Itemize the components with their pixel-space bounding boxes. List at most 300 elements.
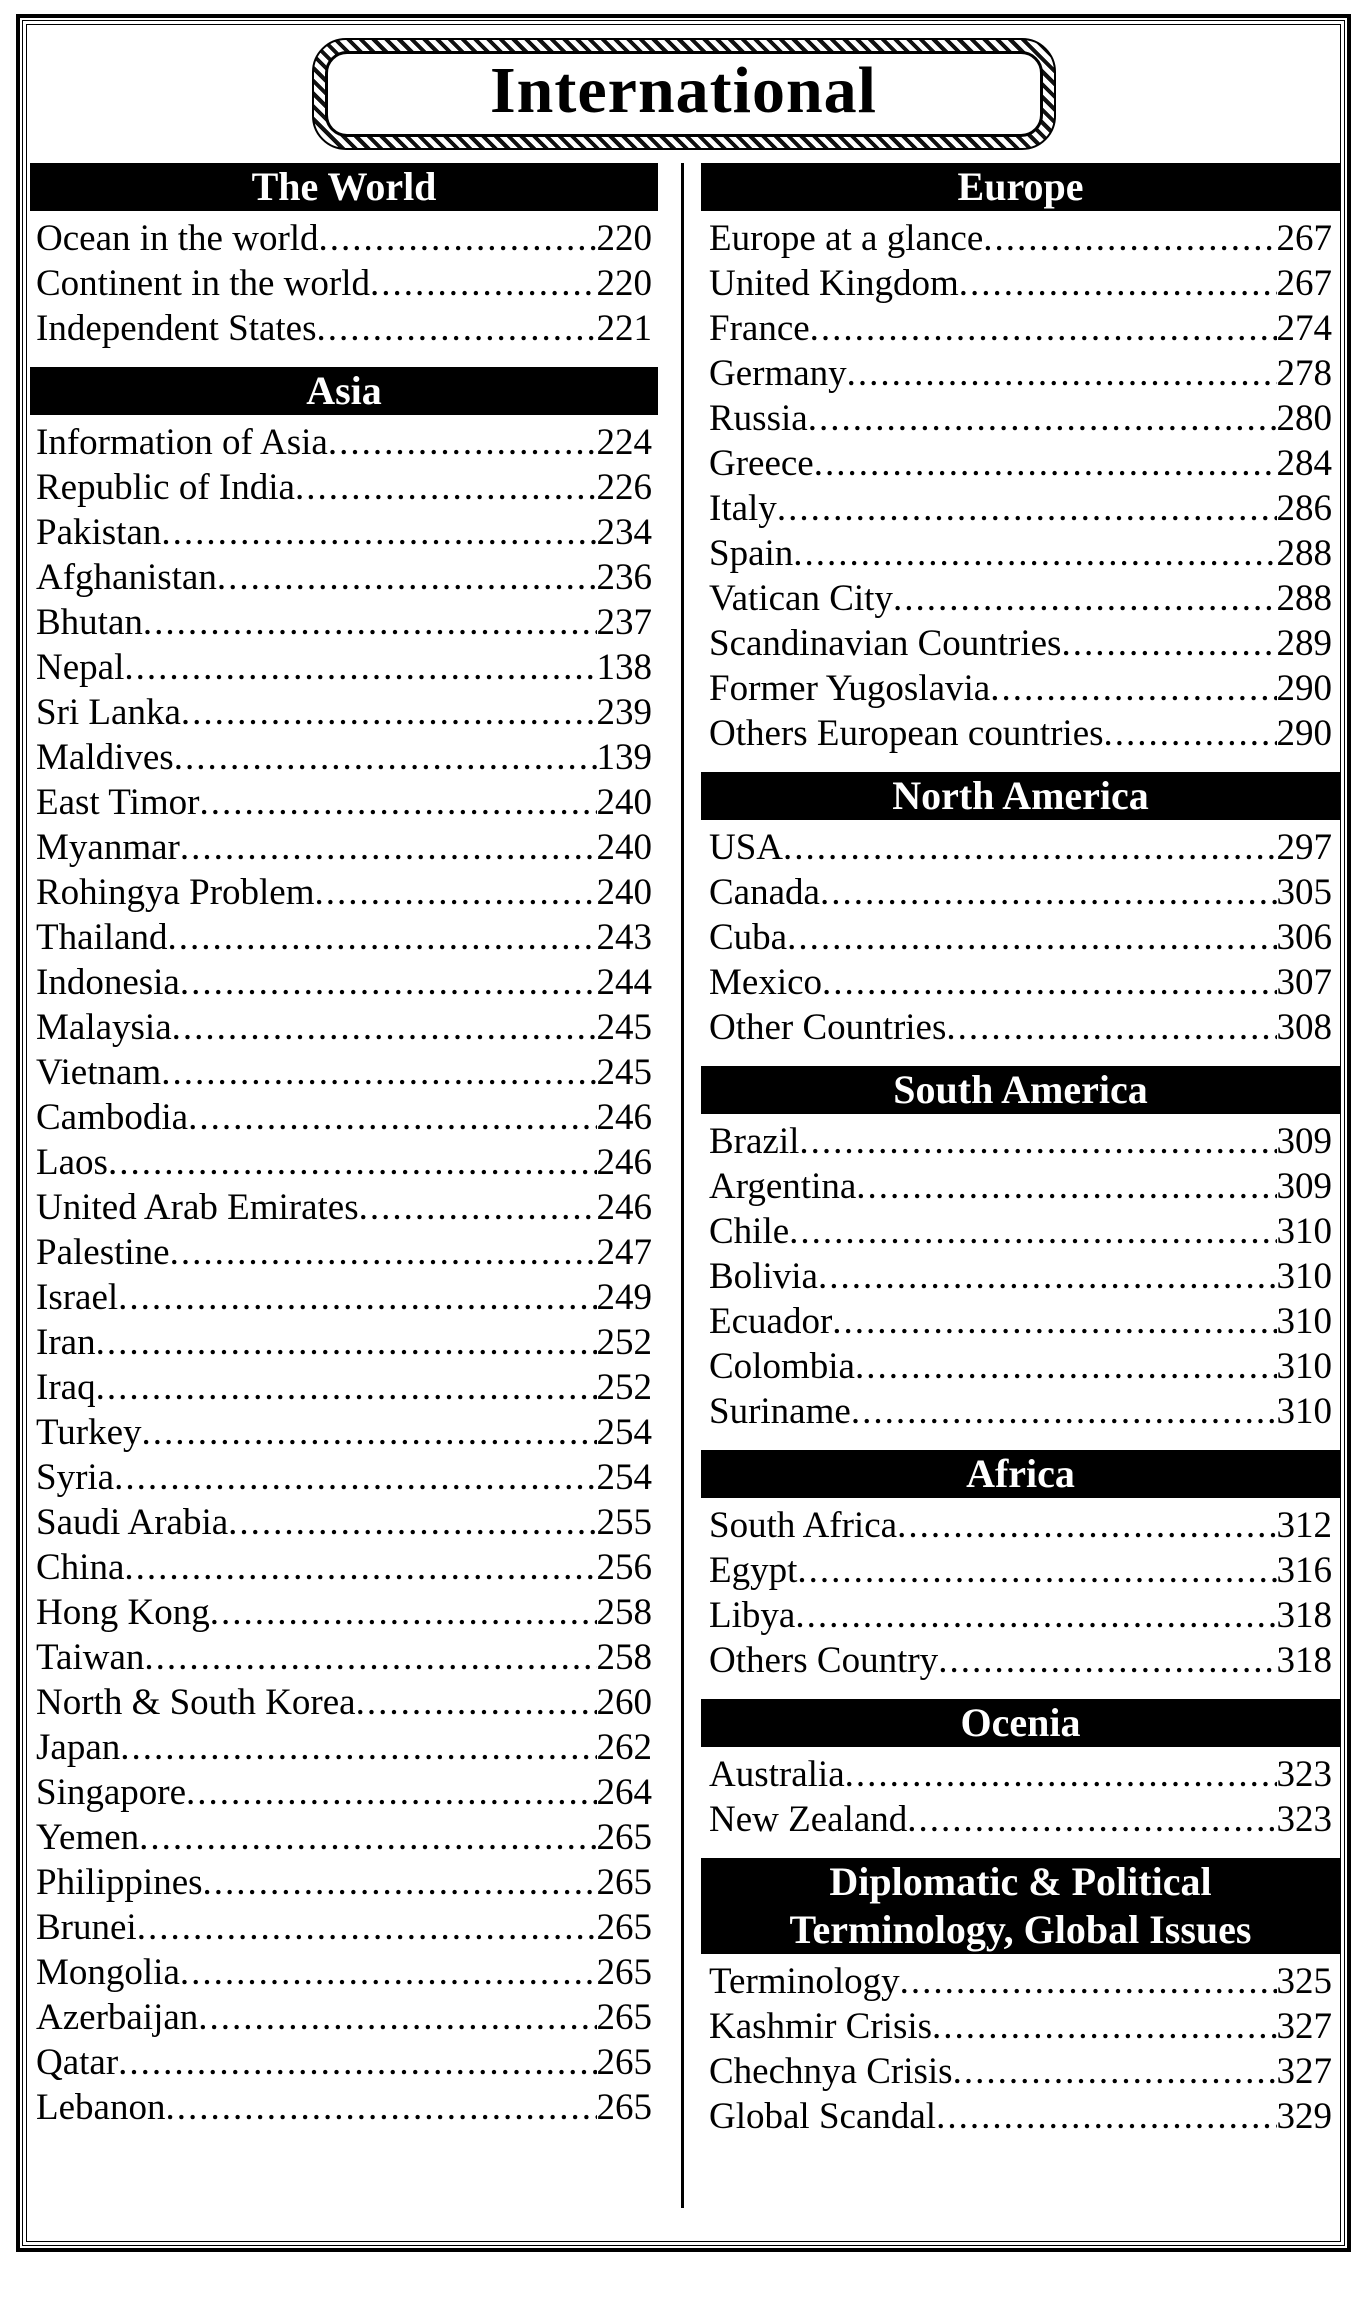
toc-row [701,1593,1340,1638]
toc-entry-label: Colombia [709,1346,855,1387]
toc-row [701,1503,1340,1548]
toc-entry-label: Spain [709,533,794,574]
toc-entry-page: 254 [596,1412,652,1453]
toc-row [30,1230,658,1275]
toc-entry-page: 243 [596,917,652,958]
toc-row [30,690,658,735]
toc-row [30,1095,658,1140]
toc-row [30,2040,658,2085]
toc-row [701,1209,1340,1254]
toc-entry-label: Chile [709,1211,790,1252]
toc-row [30,780,658,825]
toc-entry-page: 226 [596,467,652,508]
dot-leader [959,261,1277,306]
dot-leader [856,1164,1276,1209]
dot-leader [96,1365,597,1410]
toc-entry-label: Terminology [709,1961,900,2002]
dot-leader [983,216,1276,261]
toc-row [701,1164,1340,1209]
dot-leader [808,396,1277,441]
toc-entry-page: 309 [1276,1121,1332,1162]
toc-entry-label: Russia [709,398,808,439]
toc-entry-label: Japan [36,1727,121,1768]
toc-row [701,576,1340,621]
dot-leader [990,666,1276,711]
toc-entry-label: Iran [36,1322,96,1363]
toc-row [30,216,658,261]
toc-entry-label: Laos [36,1142,108,1183]
toc-row [30,870,658,915]
toc-entry-label: USA [709,827,784,868]
toc-entry-label: Afghanistan [36,557,217,598]
toc-row [701,1254,1340,1299]
toc-entry-label: Palestine [36,1232,170,1273]
toc-row [701,216,1340,261]
dot-leader [114,1455,596,1500]
toc-row [30,1770,658,1815]
dot-leader [370,261,597,306]
dot-leader [199,780,596,825]
toc-entry-label: Greece [709,443,814,484]
dot-leader [170,1230,597,1275]
toc-entry-page: 252 [596,1367,652,1408]
dot-leader [814,441,1277,486]
toc-entry-page: 310 [1276,1346,1332,1387]
toc-row [30,600,658,645]
column-divider [681,163,684,2208]
toc-entry-page: 284 [1276,443,1332,484]
toc-row [701,351,1340,396]
section-header [701,163,1340,211]
dot-leader [228,1500,596,1545]
toc-row [701,621,1340,666]
toc-row [30,510,658,555]
dot-leader [1061,621,1276,666]
toc-entry-page: 220 [596,263,652,304]
toc-entry-page: 280 [1276,398,1332,439]
toc-entry-label: Thailand [36,917,168,958]
toc-row [30,1320,658,1365]
toc-row [30,1185,658,1230]
toc-row [701,2049,1340,2094]
toc-entry-label: Lebanon [36,2087,166,2128]
toc-entry-page: 246 [596,1097,652,1138]
toc-entry-page: 239 [596,692,652,733]
dot-leader [161,510,596,555]
right-column [701,163,1340,2139]
toc-entry-label: Others European countries [709,713,1104,754]
toc-row [701,1959,1340,2004]
dot-leader [328,420,597,465]
toc-entry-page: 323 [1276,1754,1332,1795]
dot-leader [946,1005,1276,1050]
toc-entry-page: 318 [1276,1595,1332,1636]
toc-entry-label: Scandinavian Countries [709,623,1062,664]
toc-row [30,1050,658,1095]
toc-entry-page: 265 [596,2042,652,2083]
dot-leader [96,1320,597,1365]
toc-row [701,1752,1340,1797]
dot-leader [847,351,1277,396]
toc-row [30,555,658,600]
section-header-line: Asia [306,368,382,413]
toc-row [701,531,1340,576]
toc-row [30,1455,658,1500]
toc-entry-label: Taiwan [36,1637,145,1678]
toc-entry-page: 290 [1276,668,1332,709]
toc-row [30,1815,658,1860]
dot-leader [137,1905,597,1950]
toc-entry-label: New Zealand [709,1799,908,1840]
dot-leader [818,1254,1277,1299]
toc-entry-page: 260 [596,1682,652,1723]
toc-entry-page: 286 [1276,488,1332,529]
toc-entry-page: 244 [596,962,652,1003]
dot-leader [795,1593,1276,1638]
toc-entry-label: Canada [709,872,820,913]
toc-entry-label: Brunei [36,1907,137,1948]
toc-entry-page: 237 [596,602,652,643]
toc-row [701,486,1340,531]
toc-entry-label: Independent States [36,308,317,349]
toc-entry-page: 236 [596,557,652,598]
toc-row [701,1119,1340,1164]
toc-entry-label: Australia [709,1754,845,1795]
dot-leader [118,1275,596,1320]
toc-entry-page: 310 [1276,1301,1332,1342]
dot-leader [186,1770,596,1815]
toc-row [701,1638,1340,1683]
toc-row [30,1635,658,1680]
toc-entry-label: Chechnya Crisis [709,2051,953,2092]
toc-entry-label: Brazil [709,1121,800,1162]
toc-row [30,420,658,465]
toc-row [30,1365,658,1410]
dot-leader [356,1680,597,1725]
toc-entry-page: 265 [596,2087,652,2128]
toc-entry-label: Ecuador [709,1301,833,1342]
toc-entry-page: 247 [596,1232,652,1273]
toc-row [701,1299,1340,1344]
toc-entry-label: Egypt [709,1550,798,1591]
section-header-line: Ocenia [960,1700,1081,1745]
dot-leader [295,465,597,510]
toc-row [701,960,1340,1005]
toc-entry-label: Pakistan [36,512,162,553]
dot-leader [144,1635,596,1680]
toc-entry-label: Saudi Arabia [36,1502,229,1543]
dot-leader [900,1959,1277,2004]
toc-row [701,441,1340,486]
left-column [30,163,658,2130]
toc-entry-page: 316 [1276,1550,1332,1591]
toc-row [30,1905,658,1950]
dot-leader [783,825,1276,870]
toc-row [701,261,1340,306]
section-header-line: South America [893,1067,1148,1112]
dot-leader [172,1005,597,1050]
toc-entry-page: 245 [596,1007,652,1048]
toc-entry-label: France [709,308,810,349]
toc-entry-label: Europe at a glance [709,218,984,259]
toc-row [701,870,1340,915]
toc-entry-page: 234 [596,512,652,553]
dot-leader [932,2004,1276,2049]
toc-entry-label: Cuba [709,917,788,958]
dot-leader [799,1119,1276,1164]
dot-leader [118,2040,596,2085]
toc-entry-page: 323 [1276,1799,1332,1840]
toc-entry-label: Singapore [36,1772,187,1813]
toc-row [701,1344,1340,1389]
toc-entry-page: 310 [1276,1256,1332,1297]
toc-row [30,735,658,780]
toc-entry-label: Maldives [36,737,174,778]
dot-leader [108,1140,597,1185]
toc-entry-page: 255 [596,1502,652,1543]
toc-entry-page: 267 [1276,263,1332,304]
toc-row [30,1500,658,1545]
toc-row [701,2004,1340,2049]
toc-entry-label: Republic of India [36,467,295,508]
toc-entry-page: 325 [1276,1961,1332,2002]
toc-entry-page: 306 [1276,917,1332,958]
dot-leader [181,690,597,735]
toc-entry-label: Bolivia [709,1256,818,1297]
toc-entry-page: 224 [596,422,652,463]
toc-entry-label: Syria [36,1457,115,1498]
dot-leader [161,1050,596,1095]
dot-leader [317,306,597,351]
toc-entry-label: Turkey [36,1412,142,1453]
toc-row [30,1275,658,1320]
section-header-line: Africa [966,1451,1075,1496]
section-header-line: North America [892,773,1149,818]
toc-entry-label: United Arab Emirates [36,1187,359,1228]
toc-entry-page: 240 [596,872,652,913]
toc-entry-label: Others Country [709,1640,939,1681]
dot-leader [907,1797,1276,1842]
toc-entry-label: Hong Kong [36,1592,210,1633]
section-header [701,772,1340,820]
toc-entry-label: Indonesia [36,962,180,1003]
title-plate [312,38,1056,150]
toc-row [30,960,658,1005]
toc-row [701,2094,1340,2139]
section-header [701,1858,1340,1954]
toc-entry-page: 327 [1276,2006,1332,2047]
toc-entry-page: 220 [596,218,652,259]
toc-entry-page: 265 [596,1997,652,2038]
toc-entry-page: 139 [596,737,652,778]
dot-leader [938,1638,1276,1683]
dot-leader [797,1548,1276,1593]
dot-leader [851,1389,1277,1434]
toc-entry-page: 265 [596,1952,652,1993]
toc-row [701,1548,1340,1593]
toc-entry-label: Myanmar [36,827,180,868]
toc-row [30,915,658,960]
toc-entry-label: Nepal [36,647,125,688]
toc-entry-label: Libya [709,1595,796,1636]
toc-entry-label: Yemen [36,1817,140,1858]
toc-entry-page: 327 [1276,2051,1332,2092]
section-header [701,1699,1340,1747]
toc-row [30,645,658,690]
toc-entry-page: 288 [1276,533,1332,574]
dot-leader [180,825,597,870]
section-header-line: Europe [957,164,1084,209]
title-rope-border [312,38,1056,150]
toc-entry-page: 256 [596,1547,652,1588]
dot-leader [165,2085,596,2130]
toc-entry-label: Philippines [36,1862,203,1903]
toc-entry-label: Former Yugoslavia [709,668,991,709]
toc-row [30,1680,658,1725]
dot-leader [1104,711,1277,756]
dot-leader [855,1344,1277,1389]
toc-row [30,1410,658,1455]
toc-row [30,1005,658,1050]
dot-leader [203,1860,597,1905]
toc-entry-label: China [36,1547,125,1588]
dot-leader [198,1995,596,2040]
toc-entry-page: 267 [1276,218,1332,259]
dot-leader [139,1815,596,1860]
toc-entry-label: Information of Asia [36,422,328,463]
toc-row [30,2085,658,2130]
toc-entry-label: Kashmir Crisis [709,2006,933,2047]
toc-entry-page: 246 [596,1142,652,1183]
toc-entry-label: Azerbaijan [36,1997,199,2038]
section-header-line: Diplomatic & Political [829,1859,1212,1904]
section-header-line: The World [251,164,437,209]
dot-leader [777,486,1277,531]
toc-row [701,666,1340,711]
dot-leader [845,1752,1277,1797]
toc-entry-label: Suriname [709,1391,851,1432]
toc-entry-label: Vietnam [36,1052,162,1093]
toc-row [30,1545,658,1590]
toc-entry-page: 290 [1276,713,1332,754]
toc-row [30,1995,658,2040]
section-header-line: Terminology, Global Issues [789,1907,1252,1952]
toc-entry-page: 310 [1276,1391,1332,1432]
dot-leader [168,915,597,960]
section-header [701,1066,1340,1114]
toc-entry-page: 240 [596,782,652,823]
toc-entry-page: 278 [1276,353,1332,394]
toc-row [30,1590,658,1635]
dot-leader [787,915,1276,960]
toc-entry-label: Italy [709,488,777,529]
toc-entry-page: 308 [1276,1007,1332,1048]
section-header [30,163,658,211]
dot-leader [793,531,1276,576]
toc-entry-label: Vatican City [709,578,893,619]
dot-leader [143,600,597,645]
toc-entry-page: 262 [596,1727,652,1768]
toc-entry-page: 264 [596,1772,652,1813]
dot-leader [893,576,1277,621]
toc-entry-page: 138 [596,647,652,688]
dot-leader [936,2094,1276,2139]
dot-leader [832,1299,1276,1344]
toc-entry-page: 258 [596,1592,652,1633]
toc-entry-label: Sri Lanka [36,692,181,733]
toc-row [701,1005,1340,1050]
toc-entry-label: Germany [709,353,847,394]
toc-entry-label: Israel [36,1277,119,1318]
toc-entry-page: 305 [1276,872,1332,913]
toc-entry-label: Argentina [709,1166,857,1207]
toc-entry-label: Iraq [36,1367,96,1408]
section-header [30,367,658,415]
title-inner-panel [325,51,1043,137]
toc-entry-label: Continent in the world [36,263,370,304]
toc-entry-page: 289 [1276,623,1332,664]
toc-entry-page: 288 [1276,578,1332,619]
toc-entry-page: 221 [596,308,652,349]
toc-entry-page: 312 [1276,1505,1332,1546]
toc-row [30,1860,658,1905]
toc-entry-label: Other Countries [709,1007,947,1048]
dot-leader [810,306,1277,351]
dot-leader [124,1545,596,1590]
dot-leader [180,1950,597,1995]
toc-row [701,915,1340,960]
dot-leader [897,1503,1276,1548]
toc-entry-page: 318 [1276,1640,1332,1681]
dot-leader [820,870,1277,915]
dot-leader [180,960,597,1005]
dot-leader [359,1185,597,1230]
toc-entry-label: Qatar [36,2042,119,2083]
toc-entry-label: South Africa [709,1505,898,1546]
toc-row [30,465,658,510]
dot-leader [142,1410,597,1455]
toc-row [701,1797,1340,1842]
toc-entry-label: Cambodia [36,1097,189,1138]
toc-entry-label: Ocean in the world [36,218,319,259]
toc-entry-page: 245 [596,1052,652,1093]
toc-row [701,306,1340,351]
dot-leader [319,216,597,261]
toc-entry-label: Mongolia [36,1952,180,1993]
page-title: International [489,54,878,127]
toc-entry-page: 246 [596,1187,652,1228]
toc-row [30,261,658,306]
toc-entry-page: 310 [1276,1211,1332,1252]
toc-entry-page: 307 [1276,962,1332,1003]
section-header [701,1450,1340,1498]
toc-entry-label: Global Scandal [709,2096,937,2137]
toc-row [30,306,658,351]
dot-leader [124,645,596,690]
toc-entry-label: Bhutan [36,602,143,643]
toc-row [30,1725,658,1770]
toc-row [701,825,1340,870]
dot-leader [315,870,597,915]
dot-leader [953,2049,1277,2094]
toc-row [30,825,658,870]
dot-leader [174,735,597,780]
dot-leader [822,960,1276,1005]
toc-entry-page: 329 [1276,2096,1332,2137]
dot-leader [188,1095,596,1140]
toc-entry-page: 309 [1276,1166,1332,1207]
toc-entry-page: 258 [596,1637,652,1678]
